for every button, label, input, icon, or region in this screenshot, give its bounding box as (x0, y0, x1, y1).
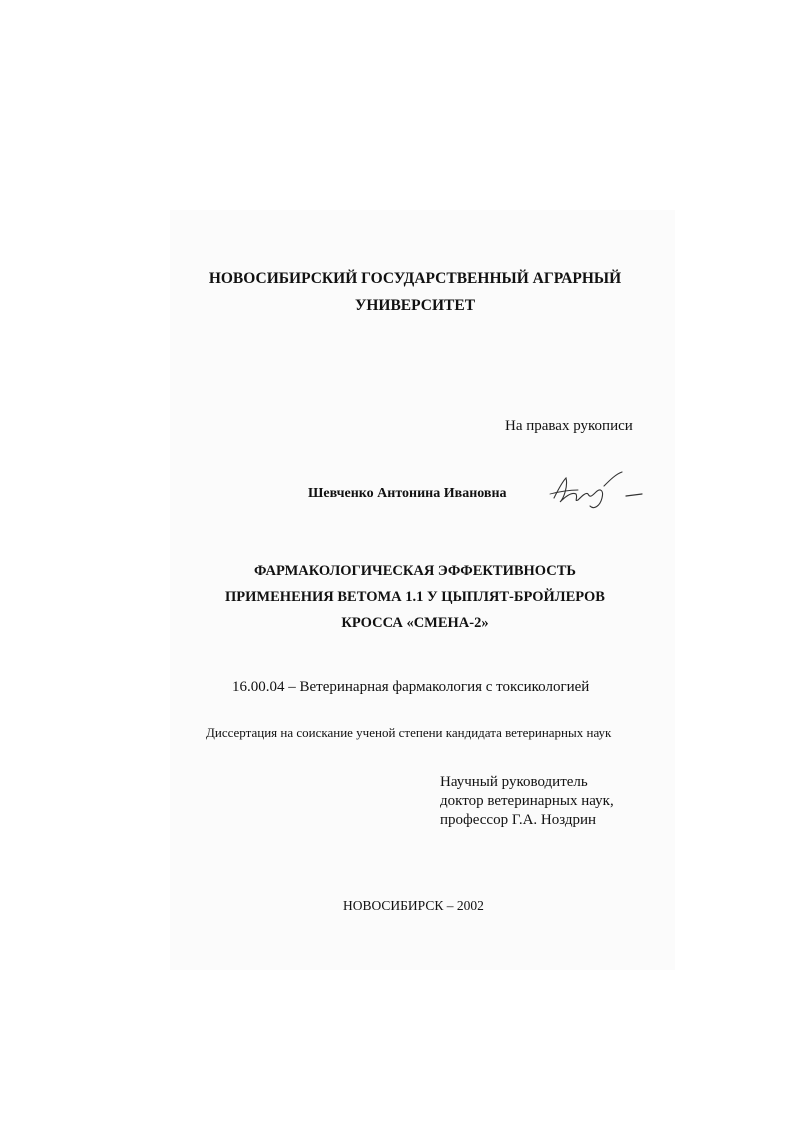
university-heading-line-1: НОВОСИБИРСКИЙ ГОСУДАРСТВЕННЫЙ АГРАРНЫЙ (208, 270, 622, 287)
university-heading-line-2: УНИВЕРСИТЕТ (354, 297, 476, 314)
specialty-code: 16.00.04 – Ветеринарная фармакология с токсикологией (232, 679, 590, 695)
title-line-2: ПРИМЕНЕНИЯ ВЕТОМА 1.1 У ЦЫПЛЯТ-БРОЙЛЕРОВ (225, 589, 605, 605)
supervisor-line-1: Научный руководитель (440, 774, 588, 790)
title-line-3: КРОССА «СМЕНА-2» (341, 615, 489, 631)
university-heading (150, 265, 680, 319)
supervisor-line-3: профессор Г.А. Ноздрин (440, 812, 597, 828)
dissertation-title (150, 558, 680, 636)
handwritten-signature (548, 468, 648, 512)
city-year: НОВОСИБИРСК – 2002 (343, 898, 484, 913)
dissertation-note: Диссертация на соискание ученой степени кандидата ветеринарных наук (206, 725, 612, 740)
manuscript-note: На правах рукописи (505, 418, 633, 434)
title-line-1: ФАРМАКОЛОГИЧЕСКАЯ ЭФФЕКТИВНОСТЬ (254, 563, 576, 579)
author-name: Шевченко Антонина Ивановна (308, 486, 507, 501)
supervisor-line-2: доктор ветеринарных наук, (440, 793, 614, 809)
scientific-supervisor (440, 773, 614, 830)
